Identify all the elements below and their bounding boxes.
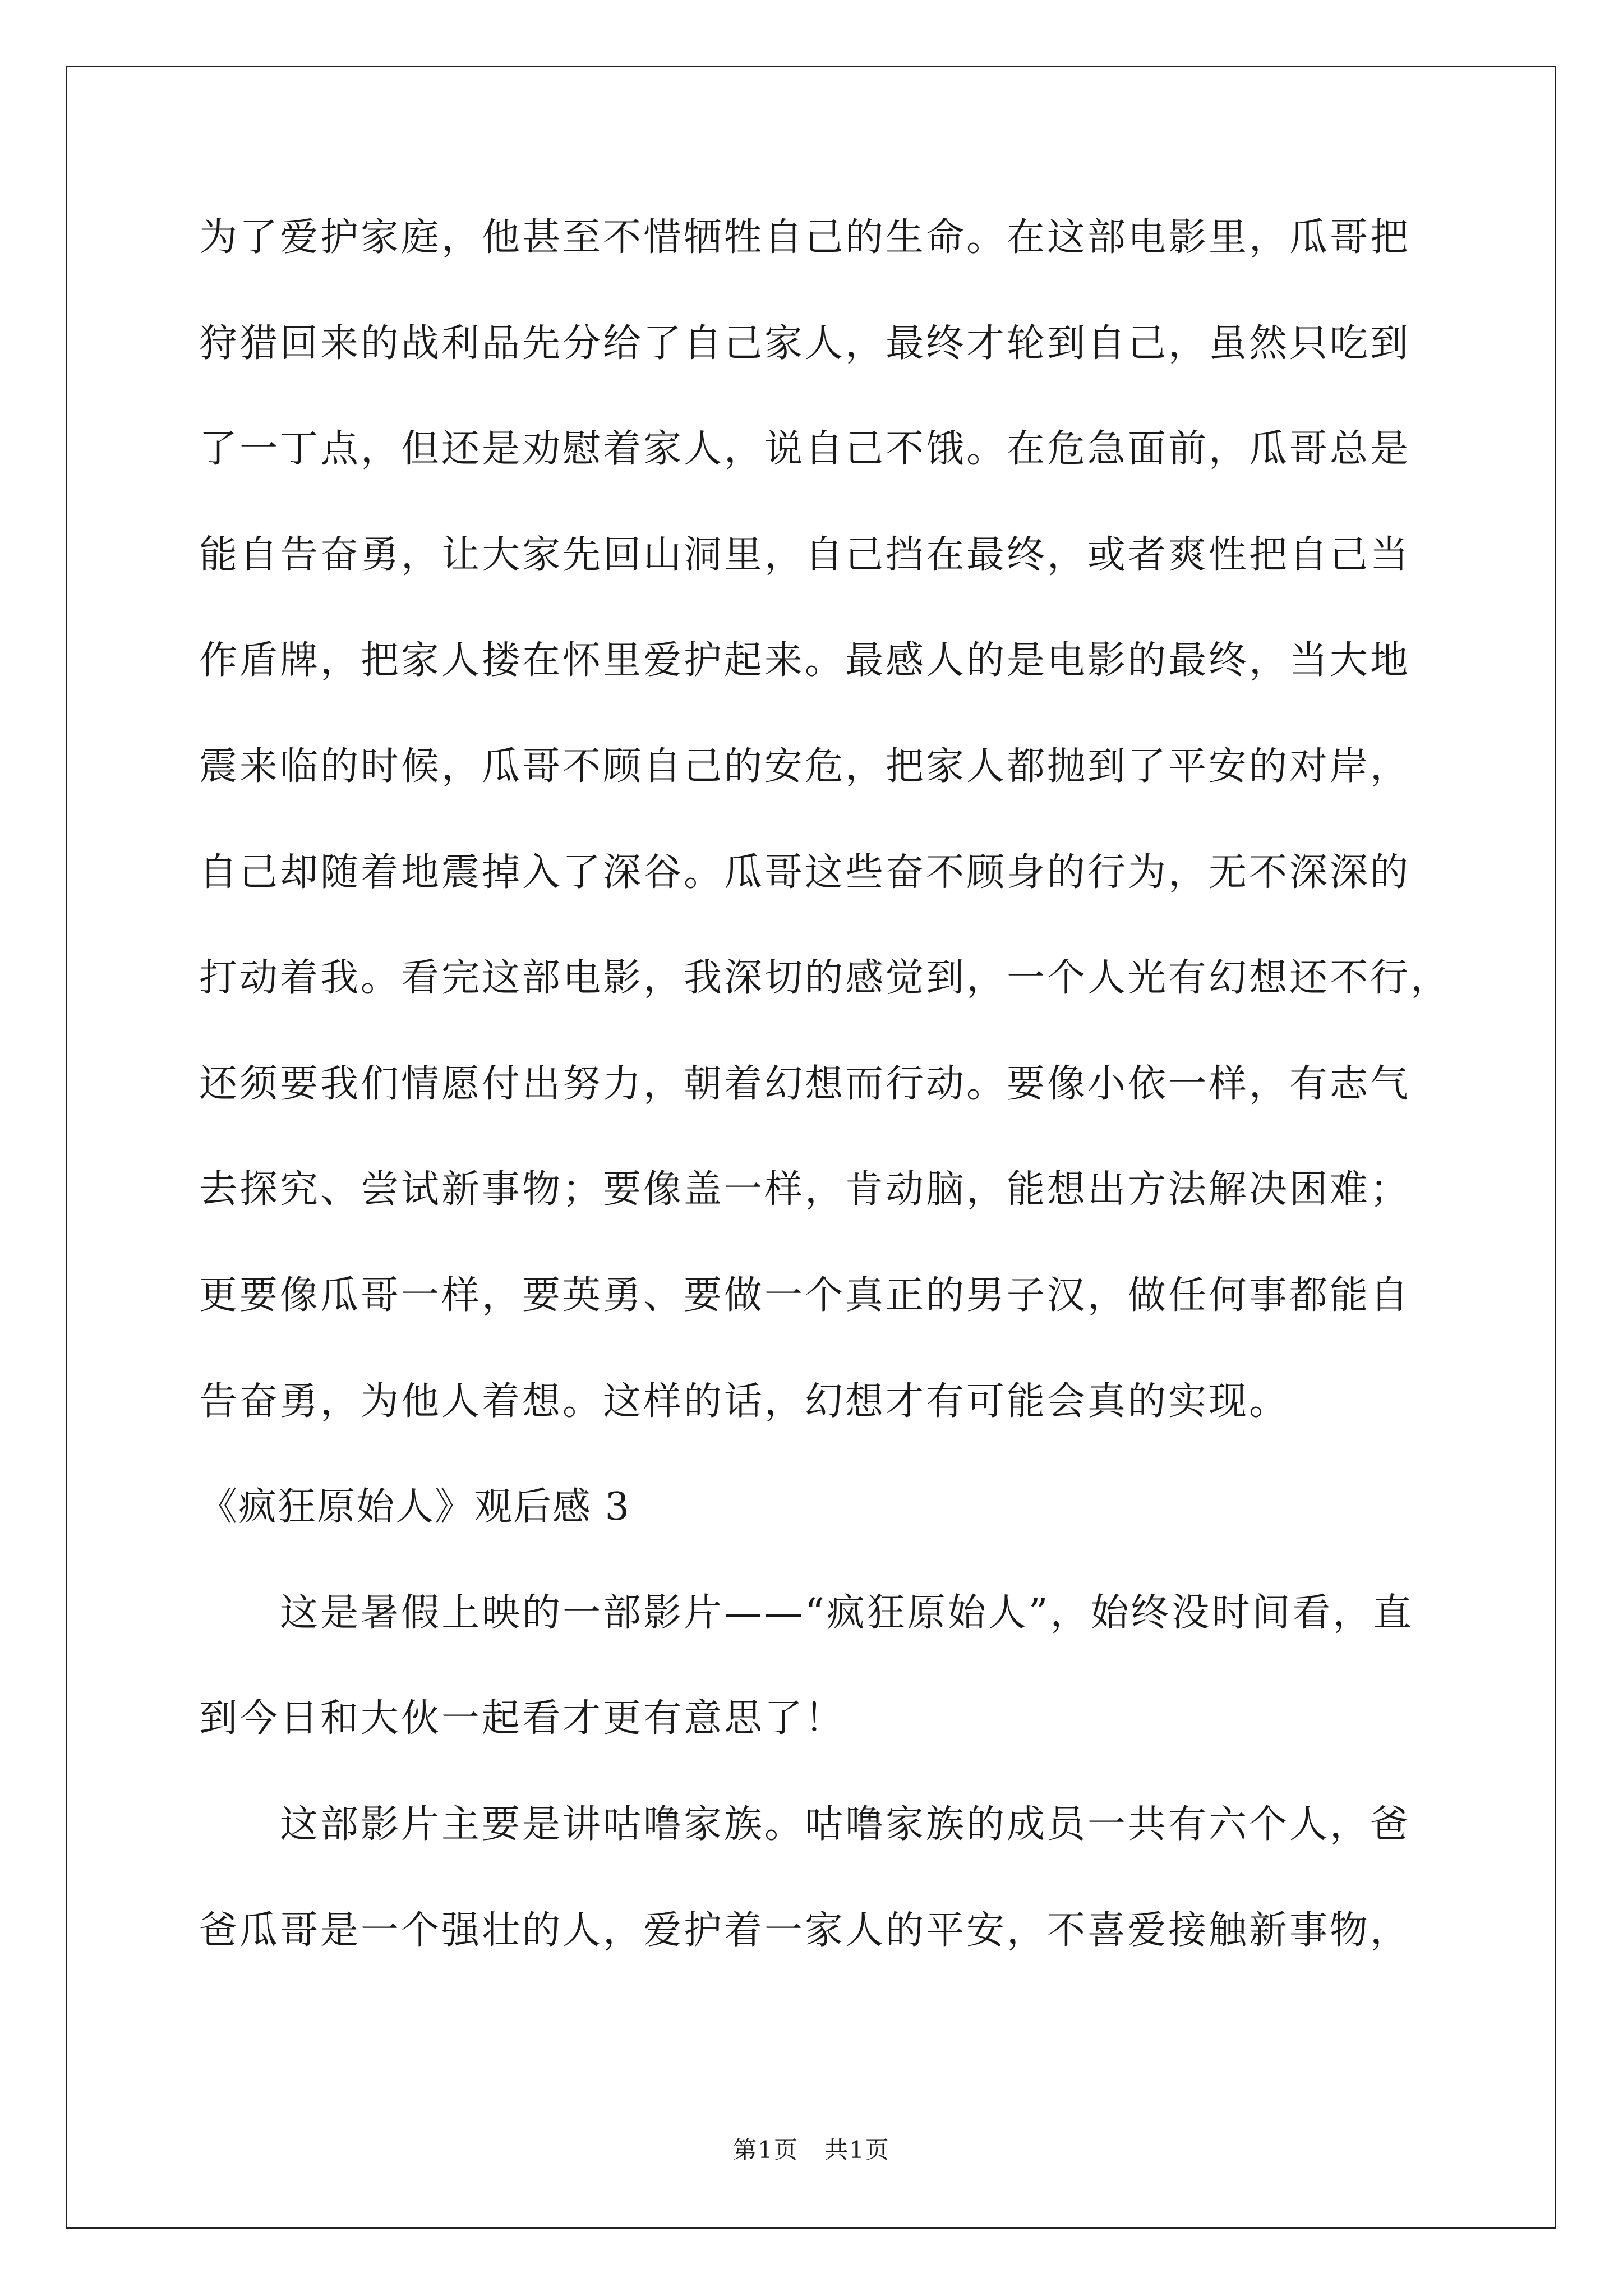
text-line: 为了爱护家庭，他甚至不惜牺牲自己的生命。在这部电影里，瓜哥把 [199, 215, 1411, 260]
text-line: 到今日和大伙一起看才更有意思了！ [199, 1696, 846, 1741]
text-line: 自己却随着地震掉入了深谷。瓜哥这些奋不顾身的行为，无不深深的 [199, 850, 1411, 895]
text-line: 狩猎回来的战利品先分给了自己家人，最终才轮到自己，虽然只吃到 [199, 321, 1411, 366]
page-footer: 第1页 共1页 [733, 2136, 890, 2164]
text-line: 还须要我们情愿付出努力，朝着幻想而行动。要像小依一样，有志气 [199, 1061, 1411, 1106]
text-line: 能自告奋勇，让大家先回山洞里，自己挡在最终，或者爽性把自己当 [199, 532, 1411, 577]
text-line: 作盾牌，把家人搂在怀里爱护起来。最感人的是电影的最终，当大地 [199, 638, 1411, 683]
paragraph-first-line: 这是暑假上映的一部影片——“疯狂原始人”，始终没时间看，直 [280, 1590, 1414, 1635]
text-line: 爸瓜哥是一个强壮的人，爱护着一家人的平安，不喜爱接触新事物， [199, 1908, 1411, 1953]
text-line: 打动着我。看完这部电影，我深切的感觉到，一个人光有幻想还不行， [199, 956, 1451, 1001]
text-line: 告奋勇，为他人着想。这样的话，幻想才有可能会真的实现。 [199, 1379, 1290, 1424]
paragraph-first-line: 这部影片主要是讲咕噜家族。咕噜家族的成员一共有六个人，爸 [280, 1802, 1411, 1847]
section-heading: 《疯狂原始人》观后感 3 [199, 1485, 630, 1530]
text-line: 更要像瓜哥一样，要英勇、要做一个真正的男子汉，做任何事都能自 [199, 1273, 1411, 1318]
text-line: 去探究、尝试新事物；要像盖一样，肯动脑，能想出方法解决困难； [199, 1167, 1411, 1212]
text-line: 了一丁点，但还是劝慰着家人，说自己不饿。在危急面前，瓜哥总是 [199, 427, 1411, 472]
document-body [199, 215, 1451, 2017]
text-line: 震来临的时候，瓜哥不顾自己的安危，把家人都抛到了平安的对岸， [199, 744, 1411, 789]
